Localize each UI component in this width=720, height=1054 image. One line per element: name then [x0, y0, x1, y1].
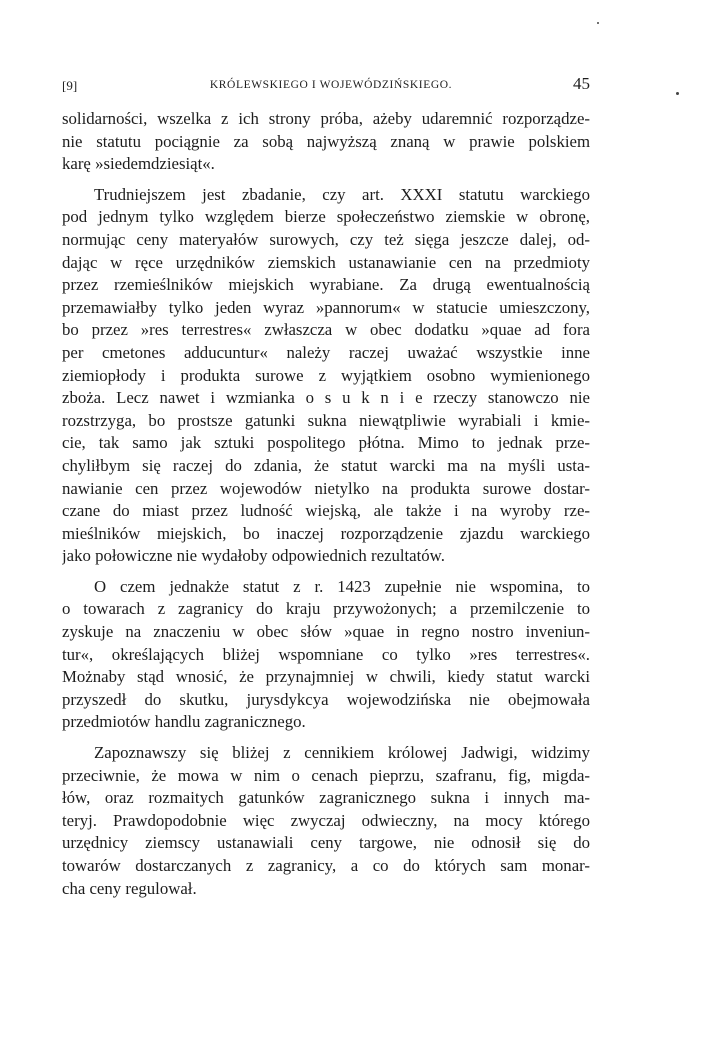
text-line: zboża. Lecz nawet i wzmianka o s u k n i e rzeczy stanowczo nie	[62, 388, 590, 408]
page-number: 45	[573, 74, 590, 93]
text-line: solidarności, wszelka z ich strony próba, ażeby udaremnić rozporządze-	[62, 109, 590, 128]
text-line: teryj. Prawdopodobnie więc zwyczaj odwieczny, na mocy którego	[62, 810, 590, 830]
text-line: o towarach z zagranicy do kraju przywożonych; a przemilczenie to	[62, 599, 590, 619]
text-line: łów, oraz rozmaitych gatunków zagranicznego sukna i innych ma-	[62, 788, 590, 808]
text-line: czane do miast przez ludność wiejską, ale także i na wyroby rze-	[62, 501, 590, 521]
text-line: dając w ręce urzędników ziemskich ustanawianie cen na przedmioty	[62, 252, 590, 272]
text-line: przedmiotów handlu zagranicznego.	[62, 712, 306, 732]
text-line: urzędnicy ziemscy ustanawiali ceny targowe, nie odnosił się do	[62, 833, 590, 853]
paragraph-gap	[62, 176, 590, 184]
text-line: ziemiopłody i produkta surowe z wyjątkiem osobno wymienionego	[62, 365, 590, 385]
text-line: Możnaby stąd wnosić, że przynajmniej w chwili, kiedy statut warcki	[62, 667, 590, 687]
body-text	[62, 108, 590, 900]
text-line: pod jednym tylko względem bierze społeczeństwo ziemskie w obronę,	[62, 207, 590, 227]
text-line: przemawiałby tylko jeden wyraz »pannorum« w statucie umieszczony,	[62, 297, 590, 317]
paragraph	[62, 576, 590, 734]
paragraph-gap	[62, 568, 590, 576]
text-line: mieślników miejskich, bo inaczej rozporządzenie zjazdu warckiego	[62, 523, 590, 543]
text-line: cha ceny regulował.	[62, 878, 197, 898]
text-line: przez rzemieślników miejskich wyrabiane. Za drugą ewentualnością	[62, 275, 590, 295]
text-line: zyskuje na znaczeniu w obec słów »quae in regno nostro inveniun-	[62, 622, 590, 642]
speck-mark	[676, 92, 679, 95]
text-line: przeciwnie, że mowa w nim o cenach pieprzu, szafranu, fig, migda-	[62, 765, 590, 785]
paragraph	[62, 742, 590, 900]
text-line: nawianie cen przez wojewodów nietylko na produkta surowe dostar-	[62, 478, 590, 498]
paragraph-gap	[62, 734, 590, 742]
text-line: per cmetones adducuntur« należy raczej uważać wszystkie inne	[62, 342, 590, 362]
text-line: rozstrzyga, bo prostsze gatunki sukna niewątpliwie wyrabiali i kmie-	[62, 410, 590, 430]
text-line: nie statutu pociągnie za sobą najwyższą znaną w prawie polskiem	[62, 131, 590, 151]
text-line: tur«, określających bliżej wspomniane co tylko »res terrestres«.	[62, 644, 590, 664]
text-line: Trudniejszem jest zbadanie, czy art. XXXI statutu warckiego	[94, 184, 590, 204]
text-line: jako połowiczne nie wydałoby odpowiednich rezultatów.	[62, 546, 445, 566]
page-header	[62, 74, 590, 98]
text-line: normując ceny materyałów surowych, czy też sięga jeszcze dalej, od-	[62, 229, 590, 249]
running-title: KRÓLEWSKIEGO I WOJEWÓDZIŃSKIEGO.	[209, 79, 453, 91]
text-line: Zapoznawszy się bliżej z cennikiem królowej Jadwigi, widzimy	[94, 743, 590, 763]
speck-mark	[597, 22, 599, 24]
text-line: towarów dostarczanych z zagranicy, a co do których sam monar-	[62, 856, 590, 875]
text-line: O czem jednakże statut z r. 1423 zupełnie nie wspomina, to	[94, 576, 590, 596]
text-line: karę »siedemdziesiąt«.	[62, 154, 215, 174]
signature-mark: [9]	[62, 78, 78, 93]
paragraph	[62, 108, 590, 176]
paragraph	[62, 184, 590, 568]
text-line: bo przez »res terrestres« zwłaszcza w obec dodatku »quae ad fora	[62, 320, 590, 340]
text-line: chyliłbym się raczej do zdania, że statut warcki ma na myśli usta-	[62, 455, 590, 475]
text-line: przyszedł do skutku, jurysdykcya wojewodzińska nie obejmowała	[62, 689, 590, 709]
text-line: cie, tak samo jak sztuki pospolitego płótna. Mimo to jednak prze-	[62, 433, 590, 453]
